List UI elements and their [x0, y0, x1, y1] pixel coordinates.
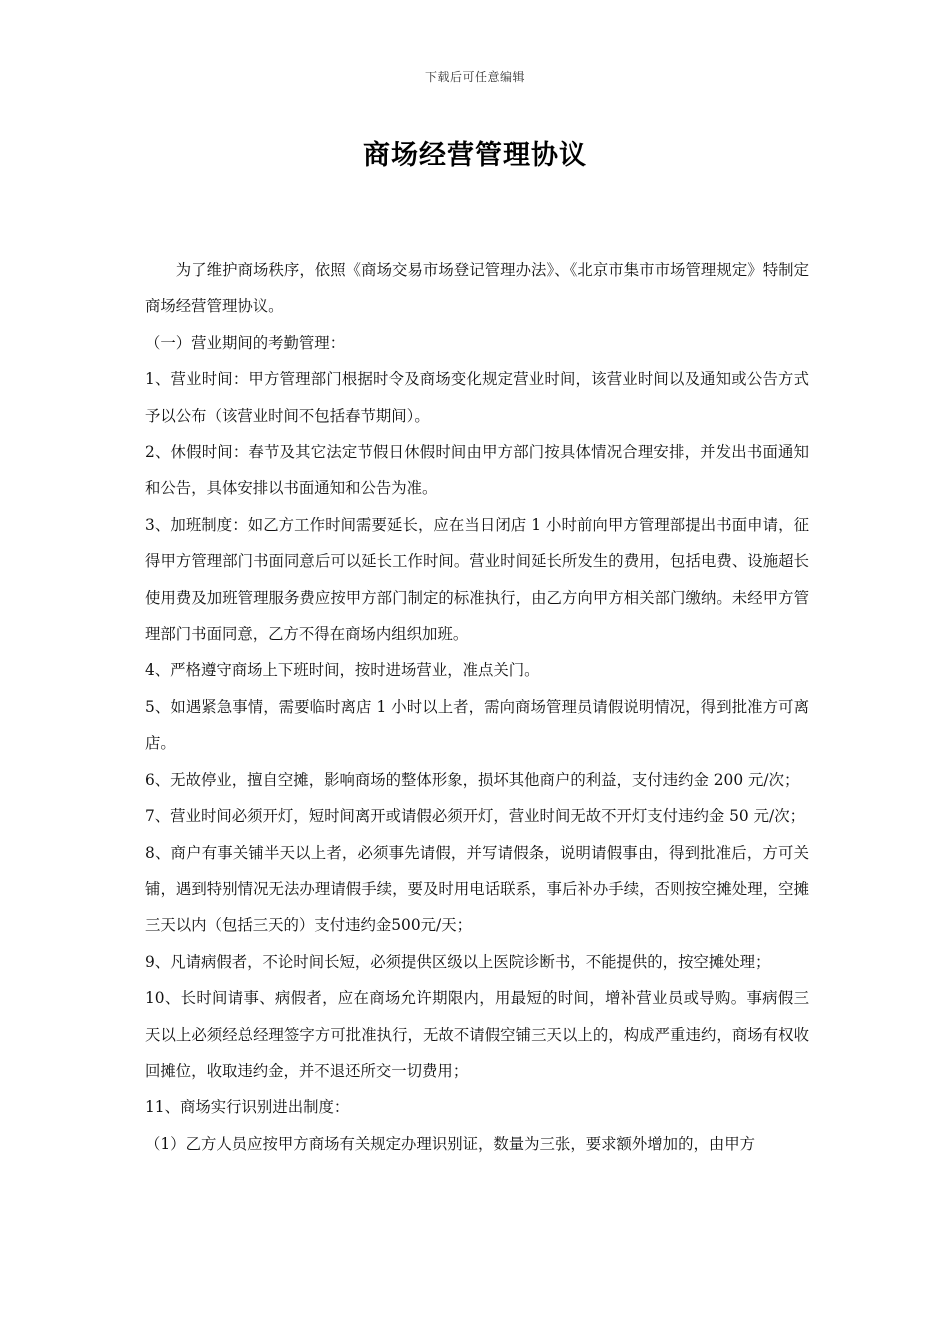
intro-paragraph: 为了维护商场秩序，依照《商场交易市场登记管理办法》、《北京市集市市场管理规定》特制定商场经营管理协议。 — [145, 261, 809, 316]
clause-3-overtime: 3、加班制度：如乙方工作时间需要延长，应在当日闭店 1 小时前向甲方管理部提出书面申请，征得甲方管理部门书面同意后可以延长工作时间。营业时间延长所发生的费用，包括电费、设施超长使用费及加班管理服务费应按甲方部门制定的标准执行，由乙方向甲方相关部门缴纳。未经甲方管理部门书面同意，乙方不得在商场内组织加班。 — [145, 515, 809, 644]
clause-11-sub-1: （1）乙方人员应按甲方商场有关规定办理识别证，数量为三张，要求额外增加的，由甲方 — [145, 1134, 756, 1153]
clause-7-lighting: 7、营业时间必须开灯，短时间离开或请假必须开灯，营业时间无故不开灯支付违约金 50 元/次； — [145, 807, 805, 826]
clause-9-sick-leave: 9、凡请病假者，不论时间长短，必须提供区级以上医院诊断书，不能提供的，按空摊处理； — [145, 952, 771, 971]
header-note: 下载后可任意编辑 — [424, 70, 525, 84]
section-heading-attendance: （一）营业期间的考勤管理： — [145, 333, 346, 352]
clause-5-emergency-leave: 5、如遇紧急事情，需要临时离店 1 小时以上者，需向商场管理员请假说明情况，得到批准方可离店。 — [145, 697, 809, 753]
clause-11-id-system: 11、商场实行识别进出制度： — [145, 1098, 350, 1117]
clause-1-business-hours: 1、营业时间：甲方管理部门根据时令及商场变化规定营业时间，该营业时间以及通知或公告方式予以公布（该营业时间不包括春节期间）。 — [145, 370, 809, 425]
clause-8-leave-request: 8、商户有事关铺半天以上者，必须事先请假，并写请假条，说明请假事由，得到批准后，方可关铺，遇到特别情况无法办理请假手续，要及时用电话联系，事后补办手续，否则按空摊处理，空摊三天以内（包括三天的）支付违约金500元/天； — [145, 843, 809, 935]
clause-2-holidays: 2、休假时间：春节及其它法定节假日休假时间由甲方部门按具体情况合理安排，并发出书面通知和公告，具体安排以书面通知和公告为准。 — [145, 443, 809, 498]
document-title: 商场经营管理协议 — [363, 140, 587, 171]
clause-4-punctuality: 4、严格遵守商场上下班时间，按时进场营业，准点关门。 — [145, 661, 540, 680]
clause-10-long-leave: 10、长时间请事、病假者，应在商场允许期限内，用最短的时间，增补营业员或导购。事病假三天以上必须经总经理签字方可批准执行，无故不请假空铺三天以上的，构成严重违约，商场有权收回摊位，收取违约金，并不退还所交一切费用； — [145, 989, 809, 1080]
document-body — [145, 252, 809, 1162]
clause-6-unauthorized-closure: 6、无故停业，擅自空摊，影响商场的整体形象，损坏其他商户的利益，支付违约金 200 元/次； — [145, 770, 800, 789]
